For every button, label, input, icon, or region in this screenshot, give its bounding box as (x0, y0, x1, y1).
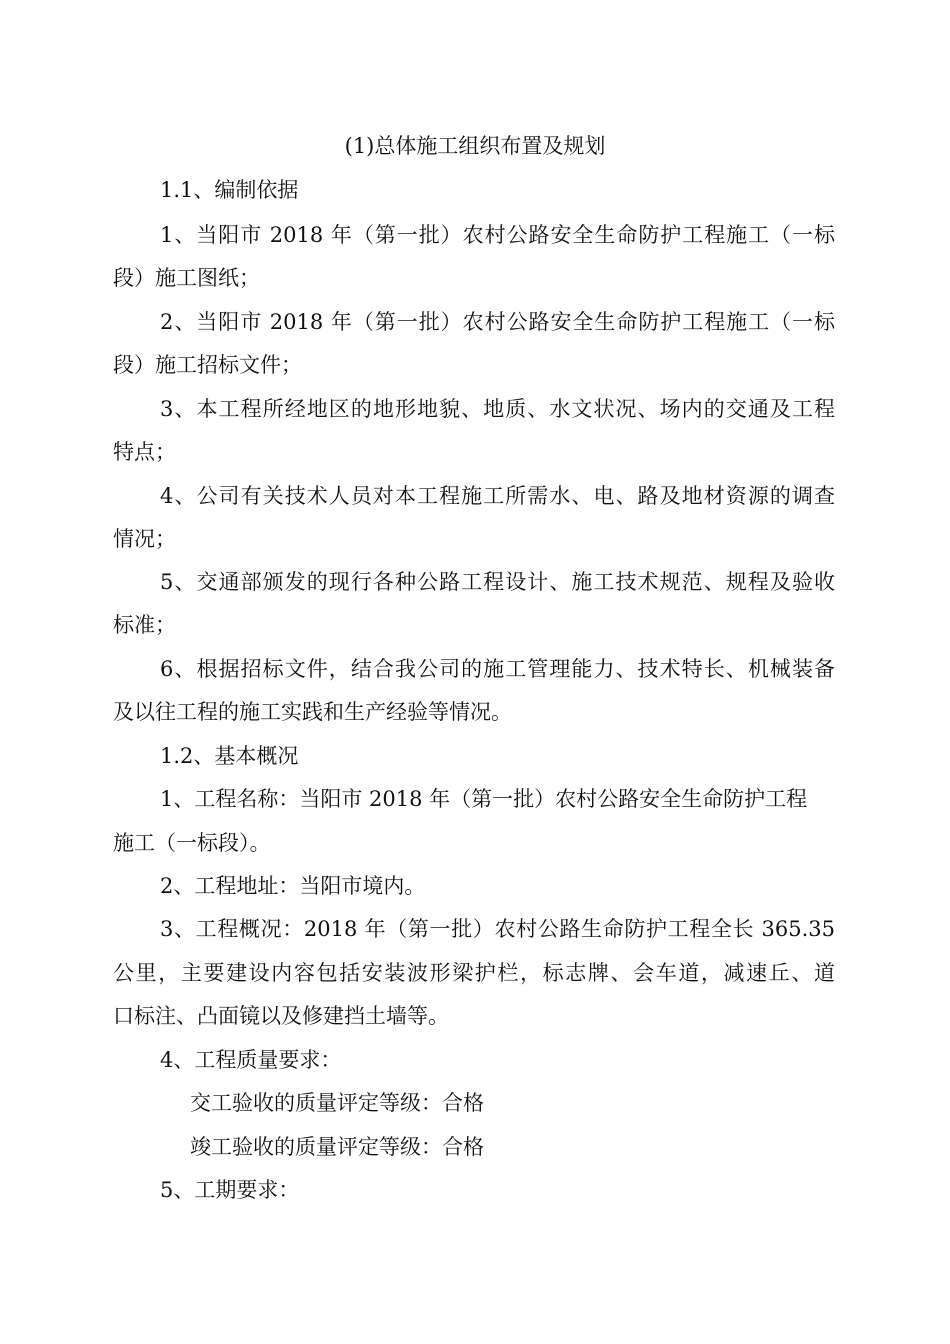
overview-name-line2: 施工（一标段）。 (113, 831, 271, 855)
basis-item-4-line1: 4、公司有关技术人员对本工程施工所需水、电、路及地材资源的调查 (160, 484, 835, 508)
basis-item-1-line2: 段）施工图纸； (113, 266, 260, 290)
quality-heading: 4、工程质量要求： (160, 1048, 342, 1072)
basis-item-5-line1: 5、交通部颁发的现行各种公路工程设计、施工技术规范、规程及验收 (160, 570, 835, 594)
basis-item-5-line2: 标准； (113, 613, 176, 637)
basis-item-2-line1: 2、当阳市 2018 年（第一批）农村公路安全生命防护工程施工（一标 (160, 310, 835, 334)
basis-item-3-line2: 特点； (113, 440, 176, 464)
quality-completion: 竣工验收的质量评定等级：合格 (190, 1135, 484, 1159)
overview-summary-line1: 3、工程概况：2018 年（第一批）农村公路生命防护工程全长 365.35 (160, 917, 835, 941)
overview-summary-line3: 口标注、凸面镜以及修建挡土墙等。 (113, 1004, 449, 1028)
section-heading-1-1: 1.1、编制依据 (160, 178, 299, 202)
basis-item-1-line1: 1、当阳市 2018 年（第一批）农村公路安全生命防护工程施工（一标 (160, 223, 835, 247)
quality-handover: 交工验收的质量评定等级：合格 (190, 1091, 484, 1115)
basis-item-6-line1: 6、根据招标文件，结合我公司的施工管理能力、技术特长、机械装备 (160, 657, 835, 681)
section-heading-1-2: 1.2、基本概况 (160, 744, 299, 768)
overview-name-line1: 1、工程名称：当阳市 2018 年（第一批）农村公路安全生命防护工程 (160, 787, 808, 811)
overview-summary-line2: 公里，主要建设内容包括安装波形梁护栏，标志牌、会车道，减速丘、道 (113, 961, 835, 985)
basis-item-4-line2: 情况； (113, 527, 176, 551)
document-title: (1)总体施工组织布置及规划 (344, 134, 606, 158)
overview-address: 2、工程地址：当阳市境内。 (160, 874, 426, 898)
schedule-heading: 5、工期要求： (160, 1178, 300, 1202)
basis-item-6-line2: 及以往工程的施工实践和生产经验等情况。 (113, 700, 512, 724)
basis-item-2-line2: 段）施工招标文件； (113, 353, 302, 377)
basis-item-3-line1: 3、本工程所经地区的地形地貌、地质、水文状况、场内的交通及工程 (160, 397, 835, 421)
